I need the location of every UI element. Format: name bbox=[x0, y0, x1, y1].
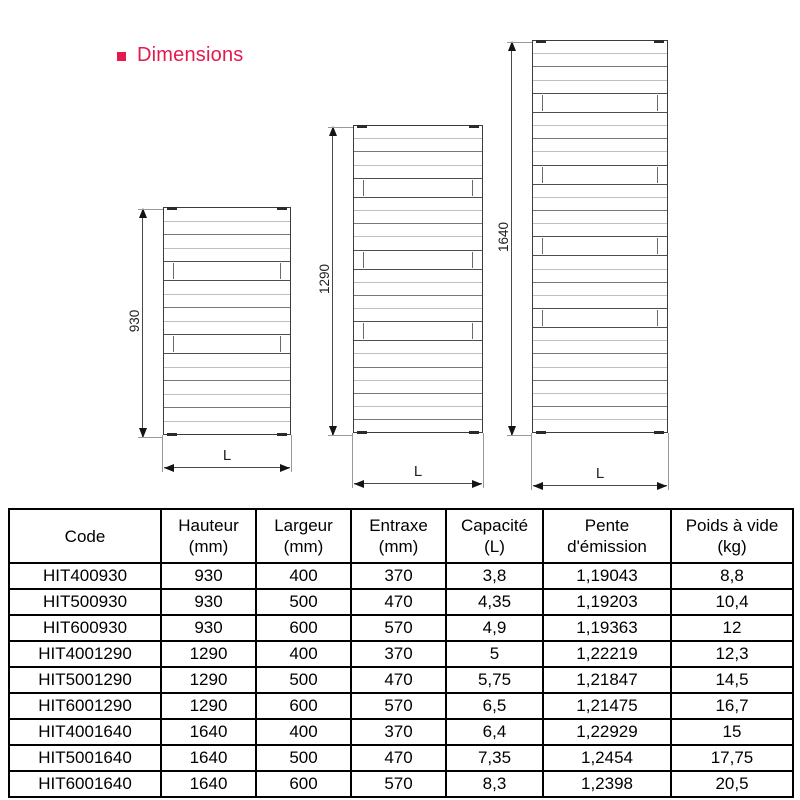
radiator-slat bbox=[354, 198, 482, 211]
table-cell: HIT6001640 bbox=[9, 771, 161, 797]
table-row bbox=[9, 641, 793, 667]
table-cell: 5,75 bbox=[446, 667, 543, 693]
extension-line bbox=[138, 437, 163, 438]
table-cell: 17,75 bbox=[671, 745, 793, 771]
table-row bbox=[9, 615, 793, 641]
radiator-slat bbox=[354, 283, 482, 296]
radiator-slat bbox=[533, 224, 667, 236]
radiator-slat bbox=[354, 270, 482, 283]
table-cell: 1,19203 bbox=[543, 589, 671, 615]
radiator-slat bbox=[354, 407, 482, 420]
radiator-slat bbox=[533, 126, 667, 139]
table-cell: 1290 bbox=[161, 641, 256, 667]
table-row bbox=[9, 771, 793, 797]
radiator-slat bbox=[164, 354, 290, 367]
table-cell: 930 bbox=[161, 589, 256, 615]
extension-line bbox=[483, 433, 484, 488]
table-cell: 1,21475 bbox=[543, 693, 671, 719]
radiator-sections bbox=[533, 41, 667, 432]
radiator-slat bbox=[164, 222, 290, 236]
dimensions-table bbox=[8, 508, 794, 798]
slat-group bbox=[354, 341, 482, 432]
slat-group bbox=[533, 41, 667, 93]
radiator-slat bbox=[354, 126, 482, 139]
table-cell: 1,2398 bbox=[543, 771, 671, 797]
table-cell: HIT4001290 bbox=[9, 641, 161, 667]
table-cell: 400 bbox=[256, 563, 351, 589]
section-header bbox=[117, 44, 243, 67]
table-cell: 570 bbox=[351, 771, 446, 797]
extension-line bbox=[507, 42, 532, 43]
radiator-slat bbox=[354, 354, 482, 367]
table-cell: 600 bbox=[256, 615, 351, 641]
width-dimension-label: L bbox=[413, 463, 423, 480]
radiator-slat bbox=[533, 152, 667, 164]
table-cell: 600 bbox=[256, 771, 351, 797]
radiator-slat bbox=[354, 224, 482, 237]
table-cell: 3,8 bbox=[446, 563, 543, 589]
radiator-slat bbox=[354, 237, 482, 249]
towel-gap bbox=[533, 93, 667, 113]
extension-line bbox=[291, 435, 292, 472]
table-cell: 470 bbox=[351, 589, 446, 615]
bracket-tab bbox=[277, 433, 287, 436]
table-cell: 400 bbox=[256, 719, 351, 745]
towel-gap bbox=[164, 261, 290, 281]
table-cell: 370 bbox=[351, 563, 446, 589]
radiator-slat bbox=[533, 283, 667, 296]
towel-gap bbox=[533, 236, 667, 256]
extension-line bbox=[328, 435, 353, 436]
radiator-slat bbox=[164, 308, 290, 322]
arrow-left-icon bbox=[533, 482, 543, 490]
slat-group bbox=[354, 270, 482, 322]
bracket-tab bbox=[277, 207, 287, 210]
table-cell: 1,19043 bbox=[543, 563, 671, 589]
extension-line bbox=[668, 433, 669, 490]
column-header: Code bbox=[9, 509, 161, 563]
radiator-slat bbox=[164, 408, 290, 421]
radiator-slat bbox=[354, 394, 482, 407]
radiator-slat bbox=[164, 381, 290, 394]
radiator-slat bbox=[533, 81, 667, 93]
radiator-slat bbox=[164, 235, 290, 249]
table-header bbox=[9, 509, 793, 563]
arrow-left-icon bbox=[164, 464, 174, 472]
bracket-tab bbox=[469, 125, 479, 128]
radiator-sections bbox=[164, 208, 290, 434]
table-cell: 470 bbox=[351, 667, 446, 693]
height-dimension-label: 930 bbox=[127, 309, 142, 333]
table-cell: 500 bbox=[256, 667, 351, 693]
slat-group bbox=[164, 354, 290, 434]
table-row bbox=[9, 589, 793, 615]
radiator-slat bbox=[164, 281, 290, 295]
table-cell: 6,4 bbox=[446, 719, 543, 745]
table-cell: 1640 bbox=[161, 745, 256, 771]
column-header: Hauteur (mm) bbox=[161, 509, 256, 563]
radiator-slat bbox=[354, 341, 482, 354]
radiator-slat bbox=[533, 394, 667, 407]
table-cell: 370 bbox=[351, 719, 446, 745]
table-cell: 14,5 bbox=[671, 667, 793, 693]
radiator-slat bbox=[354, 152, 482, 165]
extension-line bbox=[507, 435, 532, 436]
table-cell: 1,22219 bbox=[543, 641, 671, 667]
radiator-slat bbox=[164, 395, 290, 408]
width-dimension-label: L bbox=[595, 465, 605, 482]
table-cell: 20,5 bbox=[671, 771, 793, 797]
width-dimension-line bbox=[164, 467, 290, 468]
towel-gap bbox=[533, 308, 667, 328]
bracket-tab bbox=[536, 431, 546, 434]
table-cell: 12,3 bbox=[671, 641, 793, 667]
radiator-slat bbox=[533, 41, 667, 54]
radiator-slat bbox=[354, 381, 482, 394]
column-header: Poids à vide (kg) bbox=[671, 509, 793, 563]
radiator-slat bbox=[533, 296, 667, 308]
radiator-slat bbox=[164, 249, 290, 262]
slat-group bbox=[164, 281, 290, 334]
radiator-slat bbox=[354, 211, 482, 224]
table-cell: 1,21847 bbox=[543, 667, 671, 693]
slat-group bbox=[354, 126, 482, 178]
radiator-sections bbox=[354, 126, 482, 432]
table-cell: 930 bbox=[161, 563, 256, 589]
table-cell: 6,5 bbox=[446, 693, 543, 719]
table-row bbox=[9, 693, 793, 719]
radiator-body bbox=[163, 207, 291, 435]
arrow-right-icon bbox=[280, 464, 290, 472]
column-header: Pente d'émission bbox=[543, 509, 671, 563]
radiator-slat bbox=[533, 368, 667, 381]
radiator-drawing-1290 bbox=[317, 125, 483, 480]
table-cell: 570 bbox=[351, 693, 446, 719]
radiator-slat bbox=[354, 296, 482, 309]
radiator-slat bbox=[164, 422, 290, 434]
table-cell: 1,2454 bbox=[543, 745, 671, 771]
slat-group bbox=[533, 328, 667, 432]
arrow-right-icon bbox=[472, 480, 482, 488]
radiator-slat bbox=[164, 295, 290, 309]
radiator-drawing-930 bbox=[127, 207, 291, 464]
width-dimension-line bbox=[354, 483, 482, 484]
table-cell: HIT5001290 bbox=[9, 667, 161, 693]
bracket-tab bbox=[654, 40, 664, 43]
arrow-right-icon bbox=[657, 482, 667, 490]
radiator-slat bbox=[533, 341, 667, 354]
arrow-left-icon bbox=[354, 480, 364, 488]
slat-group bbox=[533, 113, 667, 165]
column-header: Entraxe (mm) bbox=[351, 509, 446, 563]
table-row bbox=[9, 719, 793, 745]
radiator-slat bbox=[533, 139, 667, 152]
radiator-body bbox=[353, 125, 483, 433]
slat-group bbox=[164, 208, 290, 261]
table-cell: 1290 bbox=[161, 667, 256, 693]
table-cell: HIT400930 bbox=[9, 563, 161, 589]
bracket-tab bbox=[654, 431, 664, 434]
radiator-slat bbox=[533, 256, 667, 269]
radiator-slat bbox=[533, 407, 667, 420]
table-cell: 8,8 bbox=[671, 563, 793, 589]
radiator-drawing-1640 bbox=[496, 40, 668, 482]
slat-group bbox=[533, 185, 667, 237]
radiator-slat bbox=[533, 270, 667, 283]
radiator-slat bbox=[533, 198, 667, 211]
width-dimension-line bbox=[533, 485, 667, 486]
radiator-slat bbox=[533, 354, 667, 367]
table-cell: 470 bbox=[351, 745, 446, 771]
bracket-tab bbox=[167, 433, 177, 436]
slat-group bbox=[354, 198, 482, 250]
radiator-slat bbox=[164, 322, 290, 335]
slat-group bbox=[533, 256, 667, 308]
height-dimension-label: 1290 bbox=[317, 263, 332, 295]
towel-gap bbox=[354, 250, 482, 270]
radiator-slat bbox=[533, 420, 667, 432]
radiator-slat bbox=[533, 328, 667, 341]
table-cell: 8,3 bbox=[446, 771, 543, 797]
column-header: Capacité (L) bbox=[446, 509, 543, 563]
table-cell: 400 bbox=[256, 641, 351, 667]
radiator-slat bbox=[354, 420, 482, 432]
table-row bbox=[9, 667, 793, 693]
table-cell: 1290 bbox=[161, 693, 256, 719]
column-header: Largeur (mm) bbox=[256, 509, 351, 563]
table-cell: 16,7 bbox=[671, 693, 793, 719]
extension-line bbox=[138, 209, 163, 210]
bracket-tab bbox=[357, 125, 367, 128]
table-cell: 500 bbox=[256, 745, 351, 771]
table-cell: HIT5001640 bbox=[9, 745, 161, 771]
towel-gap bbox=[533, 165, 667, 185]
radiator-slat bbox=[533, 211, 667, 224]
table-cell: 1640 bbox=[161, 771, 256, 797]
width-dimension-label: L bbox=[222, 447, 232, 464]
table-row bbox=[9, 563, 793, 589]
radiator-slat bbox=[354, 139, 482, 152]
table-cell: 7,35 bbox=[446, 745, 543, 771]
page-title: Dimensions bbox=[137, 44, 244, 66]
table-cell: 4,35 bbox=[446, 589, 543, 615]
table-row bbox=[9, 745, 793, 771]
table-cell: 500 bbox=[256, 589, 351, 615]
table-cell: HIT500930 bbox=[9, 589, 161, 615]
table-cell: 930 bbox=[161, 615, 256, 641]
radiator-body bbox=[532, 40, 668, 433]
bracket-tab bbox=[469, 431, 479, 434]
table-cell: 1,22929 bbox=[543, 719, 671, 745]
table-cell: 570 bbox=[351, 615, 446, 641]
radiator-slat bbox=[354, 166, 482, 178]
towel-gap bbox=[354, 321, 482, 341]
extension-line bbox=[328, 127, 353, 128]
bracket-tab bbox=[357, 431, 367, 434]
height-dimension-label: 1640 bbox=[496, 221, 511, 252]
table-cell: 4,9 bbox=[446, 615, 543, 641]
bullet-square-icon bbox=[117, 52, 126, 61]
radiator-slat bbox=[533, 185, 667, 198]
table-cell: 1,19363 bbox=[543, 615, 671, 641]
table-cell: 1640 bbox=[161, 719, 256, 745]
radiator-slat bbox=[354, 309, 482, 321]
radiator-slat bbox=[533, 67, 667, 80]
radiator-slat bbox=[164, 208, 290, 222]
radiator-slat bbox=[533, 113, 667, 126]
bracket-tab bbox=[536, 40, 546, 43]
spec-table-body bbox=[9, 563, 793, 797]
table-cell: HIT6001290 bbox=[9, 693, 161, 719]
table-cell: 5 bbox=[446, 641, 543, 667]
radiator-slat bbox=[164, 368, 290, 381]
table-cell: 600 bbox=[256, 693, 351, 719]
bracket-tab bbox=[167, 207, 177, 210]
table-cell: 15 bbox=[671, 719, 793, 745]
table-cell: HIT600930 bbox=[9, 615, 161, 641]
table-cell: 370 bbox=[351, 641, 446, 667]
table-cell: HIT4001640 bbox=[9, 719, 161, 745]
radiator-slat bbox=[533, 381, 667, 394]
radiator-slat bbox=[354, 368, 482, 381]
towel-gap bbox=[164, 334, 290, 354]
towel-gap bbox=[354, 178, 482, 198]
table-cell: 10,4 bbox=[671, 589, 793, 615]
table-cell: 12 bbox=[671, 615, 793, 641]
table-header-row bbox=[9, 509, 793, 563]
radiator-slat bbox=[533, 54, 667, 67]
